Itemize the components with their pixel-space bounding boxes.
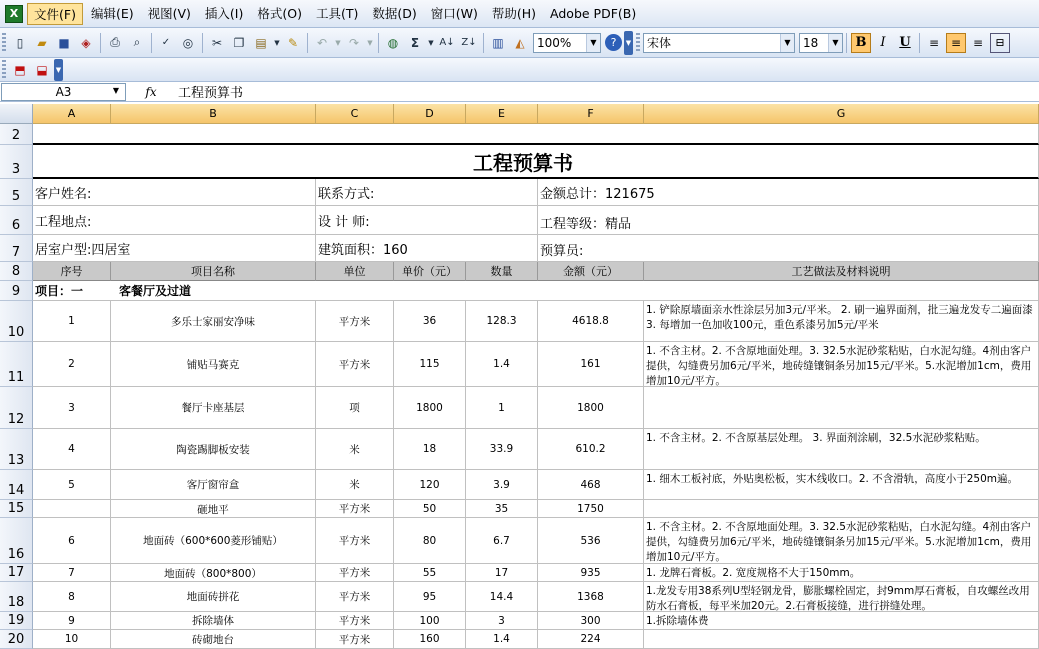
pdf-email-icon[interactable]: ⬓ (36, 62, 48, 77)
toolbar-grip[interactable] (2, 33, 6, 53)
table-cell-name[interactable]: 地面砖拼花 (111, 582, 316, 612)
table-cell-price[interactable]: 55 (394, 564, 466, 582)
format-painter-icon[interactable]: ✎ (287, 35, 299, 50)
table-cell-qty[interactable]: 1 (466, 387, 538, 429)
table-cell-qty[interactable]: 3.9 (466, 470, 538, 500)
table-cell-unit[interactable]: 项 (316, 387, 394, 429)
designer-cell[interactable]: 设 计 师: (316, 206, 538, 235)
row-header[interactable]: 16 (0, 518, 33, 564)
table-cell-name[interactable]: 多乐士家丽安净味 (111, 301, 316, 342)
menu-help[interactable]: 帮助(H) (491, 5, 537, 21)
table-cell-amount[interactable]: 1800 (538, 387, 644, 429)
table-header-qty[interactable]: 数量 (466, 262, 538, 281)
autosum-icon[interactable]: Σ (410, 35, 420, 50)
table-cell-desc[interactable]: 1. 铲除原墙面亲水性涂层另加3元/平米。 2. 刷一遍界面剂，批三遍龙发专二遍面漆 3. 每增加一色加收100元，重色系漆另加5元/平米 (644, 301, 1039, 342)
toolbar-separator (151, 33, 152, 53)
table-cell-price[interactable]: 160 (394, 630, 466, 649)
row-header[interactable]: 12 (0, 387, 33, 429)
table-cell-amount[interactable]: 4618.8 (538, 301, 644, 342)
toolbar-separator (202, 33, 203, 53)
toolbar-separator (307, 33, 308, 53)
building-area-cell[interactable]: 建筑面积：160 (316, 235, 538, 262)
drawing-icon[interactable]: ◭ (515, 35, 525, 50)
menu-tools[interactable]: 工具(T) (315, 5, 359, 21)
column-header-g[interactable]: G (644, 104, 1039, 124)
table-cell-no[interactable]: 7 (33, 564, 111, 582)
table-cell-amount[interactable]: 1368 (538, 582, 644, 612)
paste-dropdown-icon[interactable]: ▼ (274, 38, 280, 47)
table-cell-amount[interactable]: 468 (538, 470, 644, 500)
table-cell-no[interactable]: 1 (33, 301, 111, 342)
table-cell-qty[interactable]: 3 (466, 612, 538, 630)
insert-function-icon[interactable]: fx (145, 84, 157, 99)
column-header-a[interactable]: A (33, 104, 111, 124)
paste-icon[interactable]: ▤ (255, 35, 267, 50)
font-name-value: 宋体 (647, 36, 672, 50)
table-cell-no[interactable]: 5 (33, 470, 111, 500)
table-cell-price[interactable]: 100 (394, 612, 466, 630)
menu-view[interactable]: 视图(V) (147, 5, 191, 21)
table-header-price[interactable]: 单价（元） (394, 262, 466, 281)
table-cell-name[interactable]: 砖砌地台 (111, 630, 316, 649)
table-header-unit[interactable]: 单位 (316, 262, 394, 281)
table-cell-name[interactable]: 砸地平 (111, 500, 316, 518)
table-cell-unit[interactable]: 平方米 (316, 301, 394, 342)
name-box[interactable] (1, 83, 126, 101)
table-cell-qty[interactable]: 14.4 (466, 582, 538, 612)
section-no-cell[interactable]: 项目：一 (33, 281, 111, 301)
table-cell-unit[interactable]: 平方米 (316, 612, 394, 630)
toolbar-separator (378, 33, 379, 53)
table-cell-no[interactable]: 10 (33, 630, 111, 649)
chevron-down-icon[interactable]: ▼ (828, 34, 842, 52)
table-cell-amount[interactable]: 1750 (538, 500, 644, 518)
column-header-b[interactable]: B (111, 104, 316, 124)
pdf-toolbar (0, 58, 1039, 82)
table-cell-price[interactable]: 80 (394, 518, 466, 564)
table-cell-unit[interactable]: 平方米 (316, 342, 394, 387)
table-cell-desc[interactable]: 1. 不含主材。2. 不含原基层处理。 3. 界面剂涂刷，32.5水泥砂浆粘贴。 (644, 429, 1039, 470)
table-cell-name[interactable]: 地面砖（800*800） (111, 564, 316, 582)
project-site-cell[interactable]: 工程地点: (33, 206, 316, 235)
chevron-down-icon[interactable]: ▼ (780, 34, 794, 52)
toolbar-separator (919, 33, 920, 53)
table-cell-qty[interactable]: 33.9 (466, 429, 538, 470)
convert-to-pdf-icon[interactable]: ⬒ (14, 62, 26, 77)
row-header[interactable]: 13 (0, 429, 33, 470)
total-amount-cell[interactable]: 金额总计：121675 (538, 179, 1039, 206)
table-cell-no[interactable]: 4 (33, 429, 111, 470)
section-name-cell[interactable]: 客餐厅及过道 (111, 281, 1039, 301)
row-header[interactable]: 3 (0, 145, 33, 179)
toolbar-separator (100, 33, 101, 53)
table-cell-qty[interactable]: 1.4 (466, 342, 538, 387)
table-cell-no[interactable]: 9 (33, 612, 111, 630)
menu-bar (0, 0, 1039, 28)
chevron-down-icon[interactable]: ▼ (112, 85, 119, 95)
undo-icon[interactable]: ↶ (316, 35, 328, 50)
menu-format[interactable]: 格式(O) (257, 5, 302, 21)
align-center-icon[interactable]: ≡ (946, 33, 966, 53)
select-all-corner[interactable] (0, 104, 33, 124)
table-header-desc[interactable]: 工艺做法及材料说明 (644, 262, 1039, 281)
table-cell-amount[interactable]: 935 (538, 564, 644, 582)
table-cell-qty[interactable]: 6.7 (466, 518, 538, 564)
toolbar-options-icon[interactable]: ▼ (624, 31, 633, 55)
align-left-icon[interactable]: ≡ (928, 35, 940, 50)
row-header[interactable]: 18 (0, 582, 33, 612)
table-cell-no[interactable]: 3 (33, 387, 111, 429)
budgeter-cell[interactable]: 预算员: (538, 235, 1039, 262)
bold-button[interactable]: B (851, 33, 871, 53)
table-cell-qty[interactable]: 17 (466, 564, 538, 582)
table-cell-name[interactable]: 地面砖（600*600菱形铺贴） (111, 518, 316, 564)
save-icon[interactable]: ■ (58, 35, 70, 50)
table-cell-unit[interactable]: 米 (316, 470, 394, 500)
help-icon[interactable]: ? (605, 34, 622, 51)
open-folder-icon[interactable]: ▰ (37, 35, 47, 50)
menu-window[interactable]: 窗口(W) (430, 5, 478, 21)
table-cell-no[interactable]: 2 (33, 342, 111, 387)
font-name-select[interactable] (643, 33, 795, 53)
column-header-f[interactable]: F (538, 104, 644, 124)
table-cell-no[interactable] (33, 500, 111, 518)
row-header[interactable]: 17 (0, 564, 33, 582)
sort-ascending-icon[interactable]: A↓ (439, 37, 455, 48)
table-cell-desc[interactable] (644, 387, 1039, 429)
row-header[interactable]: 8 (0, 262, 33, 281)
merge-center-icon[interactable]: ⊟ (990, 33, 1010, 53)
table-cell-price[interactable]: 1800 (394, 387, 466, 429)
table-cell-unit[interactable]: 平方米 (316, 500, 394, 518)
toolbar-grip[interactable] (636, 33, 640, 53)
customer-name-cell[interactable]: 客户姓名: (33, 179, 316, 206)
zoom-select[interactable] (533, 33, 601, 53)
row-header[interactable]: 6 (0, 206, 33, 235)
table-cell-price[interactable]: 120 (394, 470, 466, 500)
name-box-value: A3 (55, 84, 72, 99)
table-cell-unit[interactable]: 平方米 (316, 582, 394, 612)
row-header[interactable]: 19 (0, 612, 33, 630)
row-header[interactable]: 5 (0, 179, 33, 206)
font-size-select[interactable] (799, 33, 843, 53)
menu-insert[interactable]: 插入(I) (204, 5, 244, 21)
print-icon[interactable]: ⎙ (110, 35, 120, 49)
research-icon[interactable]: ◎ (182, 35, 194, 50)
table-cell-name[interactable]: 拆除墙体 (111, 612, 316, 630)
table-cell-desc[interactable] (644, 500, 1039, 518)
toolbar-separator (483, 33, 484, 53)
table-cell-desc[interactable] (644, 630, 1039, 649)
table-cell-amount[interactable]: 161 (538, 342, 644, 387)
sheet-title-cell[interactable]: 工程预算书 (33, 145, 1039, 179)
column-header-d[interactable]: D (394, 104, 466, 124)
row-header[interactable]: 10 (0, 301, 33, 342)
row-header[interactable]: 9 (0, 281, 33, 301)
autosum-dropdown-icon[interactable]: ▼ (428, 38, 434, 47)
excel-app-icon[interactable]: X (5, 5, 23, 23)
column-header-e[interactable]: E (466, 104, 538, 124)
table-cell-name[interactable]: 客厅窗帘盒 (111, 470, 316, 500)
row-header[interactable]: 14 (0, 470, 33, 500)
table-cell-unit[interactable]: 平方米 (316, 630, 394, 649)
table-cell-desc[interactable]: 1. 不含主材。2. 不含原地面处理。3. 32.5水泥砂浆粘贴，白水泥勾缝。4剂由客户提供，勾缝费另加6元/平米，地砖缝镶铜条另加15元/平米。5.水泥增加1cm，费用增加10元/平方。 (644, 342, 1039, 387)
table-header-no[interactable]: 序号 (33, 262, 111, 281)
table-header-amount[interactable]: 金额（元） (538, 262, 644, 281)
table-cell-qty[interactable]: 128.3 (466, 301, 538, 342)
redo-dropdown-icon[interactable]: ▼ (367, 38, 373, 47)
menu-file[interactable]: 文件(F) (27, 3, 83, 25)
table-cell-price[interactable]: 50 (394, 500, 466, 518)
table-cell-unit[interactable]: 米 (316, 429, 394, 470)
table-cell-desc[interactable]: 1. 不含主材。2. 不含原地面处理。3. 32.5水泥砂浆粘贴，白水泥勾缝。4剂由客户提供，勾缝费另加6元/平米，地砖缝镶铜条另加15元/平米。5.水泥增加1cm，费用增加10元/平方。 (644, 518, 1039, 564)
redo-icon[interactable]: ↷ (348, 35, 360, 50)
toolbar-options-icon[interactable]: ▼ (54, 59, 63, 81)
table-cell-qty[interactable]: 1.4 (466, 630, 538, 649)
table-cell-desc[interactable]: 1. 细木工板衬底，外贴奥松板，实木线收口。2. 不含滑轨，高度小于250m遍。 (644, 470, 1039, 500)
permission-icon[interactable]: ◈ (81, 35, 91, 50)
table-cell-desc[interactable]: 1.龙发专用38系列U型轻钢龙骨，膨胀螺栓固定，封9mm厚石膏板，自攻螺丝改用防水石膏板，每平米加20元。2.石膏板接缝，进行拼缝处理。 (644, 582, 1039, 612)
table-cell-qty[interactable]: 35 (466, 500, 538, 518)
formula-bar (0, 82, 1039, 102)
menu-data[interactable]: 数据(D) (372, 5, 417, 21)
spreadsheet-grid (0, 104, 1039, 649)
undo-dropdown-icon[interactable]: ▼ (335, 38, 341, 47)
table-cell-amount[interactable]: 610.2 (538, 429, 644, 470)
table-cell-price[interactable]: 36 (394, 301, 466, 342)
menu-edit[interactable]: 编辑(E) (90, 5, 134, 21)
table-cell-desc[interactable]: 1. 龙牌石膏板。2. 宽度规格不大于150mm。 (644, 564, 1039, 582)
underline-button[interactable]: U (899, 35, 911, 50)
table-header-item[interactable]: 项目名称 (111, 262, 316, 281)
italic-button[interactable]: I (880, 35, 886, 50)
sort-descending-icon[interactable]: Z↓ (461, 37, 477, 48)
align-right-icon[interactable]: ≡ (972, 35, 984, 50)
copy-icon[interactable]: ❐ (233, 35, 245, 50)
menu-adobe-pdf[interactable]: Adobe PDF(B) (550, 5, 637, 21)
toolbar-grip[interactable] (2, 60, 6, 80)
table-cell-desc[interactable]: 1.拆除墙体费 (644, 612, 1039, 630)
contact-cell[interactable]: 联系方式: (316, 179, 538, 206)
table-cell-name[interactable]: 陶瓷踢脚板安装 (111, 429, 316, 470)
row-header[interactable]: 7 (0, 235, 33, 262)
chevron-down-icon[interactable]: ▼ (586, 34, 600, 52)
standard-toolbar (0, 28, 1039, 58)
table-cell-name[interactable]: 铺贴马赛克 (111, 342, 316, 387)
spelling-icon[interactable]: ✓ (161, 37, 171, 48)
toolbar-separator (846, 33, 847, 53)
table-cell-price[interactable]: 18 (394, 429, 466, 470)
new-file-icon[interactable]: ▯ (16, 35, 24, 50)
table-cell-name[interactable]: 餐厅卡座基层 (111, 387, 316, 429)
zoom-value: 100% (537, 35, 572, 50)
print-preview-icon[interactable]: ⌕ (133, 35, 141, 49)
table-cell-amount[interactable]: 300 (538, 612, 644, 630)
table-cell-unit[interactable]: 平方米 (316, 518, 394, 564)
formula-input[interactable]: 工程预算书 (178, 86, 244, 101)
table-cell-amount[interactable]: 224 (538, 630, 644, 649)
table-cell-amount[interactable]: 536 (538, 518, 644, 564)
table-cell-price[interactable]: 95 (394, 582, 466, 612)
cut-icon[interactable]: ✂ (211, 35, 223, 50)
hyperlink-icon[interactable]: ◍ (387, 35, 399, 50)
column-header-c[interactable]: C (316, 104, 394, 124)
room-type-cell[interactable]: 居室户型:四居室 (33, 235, 316, 262)
table-cell-unit[interactable]: 平方米 (316, 564, 394, 582)
row-header[interactable]: 15 (0, 500, 33, 518)
row-header[interactable]: 11 (0, 342, 33, 387)
project-grade-cell[interactable]: 工程等级：精品 (538, 206, 1039, 235)
chart-wizard-icon[interactable]: ▥ (492, 35, 504, 50)
font-size-value: 18 (803, 35, 819, 50)
row-header[interactable]: 2 (0, 124, 33, 145)
empty-row[interactable] (33, 124, 1039, 145)
table-cell-price[interactable]: 115 (394, 342, 466, 387)
table-cell-no[interactable]: 6 (33, 518, 111, 564)
table-cell-no[interactable]: 8 (33, 582, 111, 612)
row-header[interactable]: 20 (0, 630, 33, 649)
